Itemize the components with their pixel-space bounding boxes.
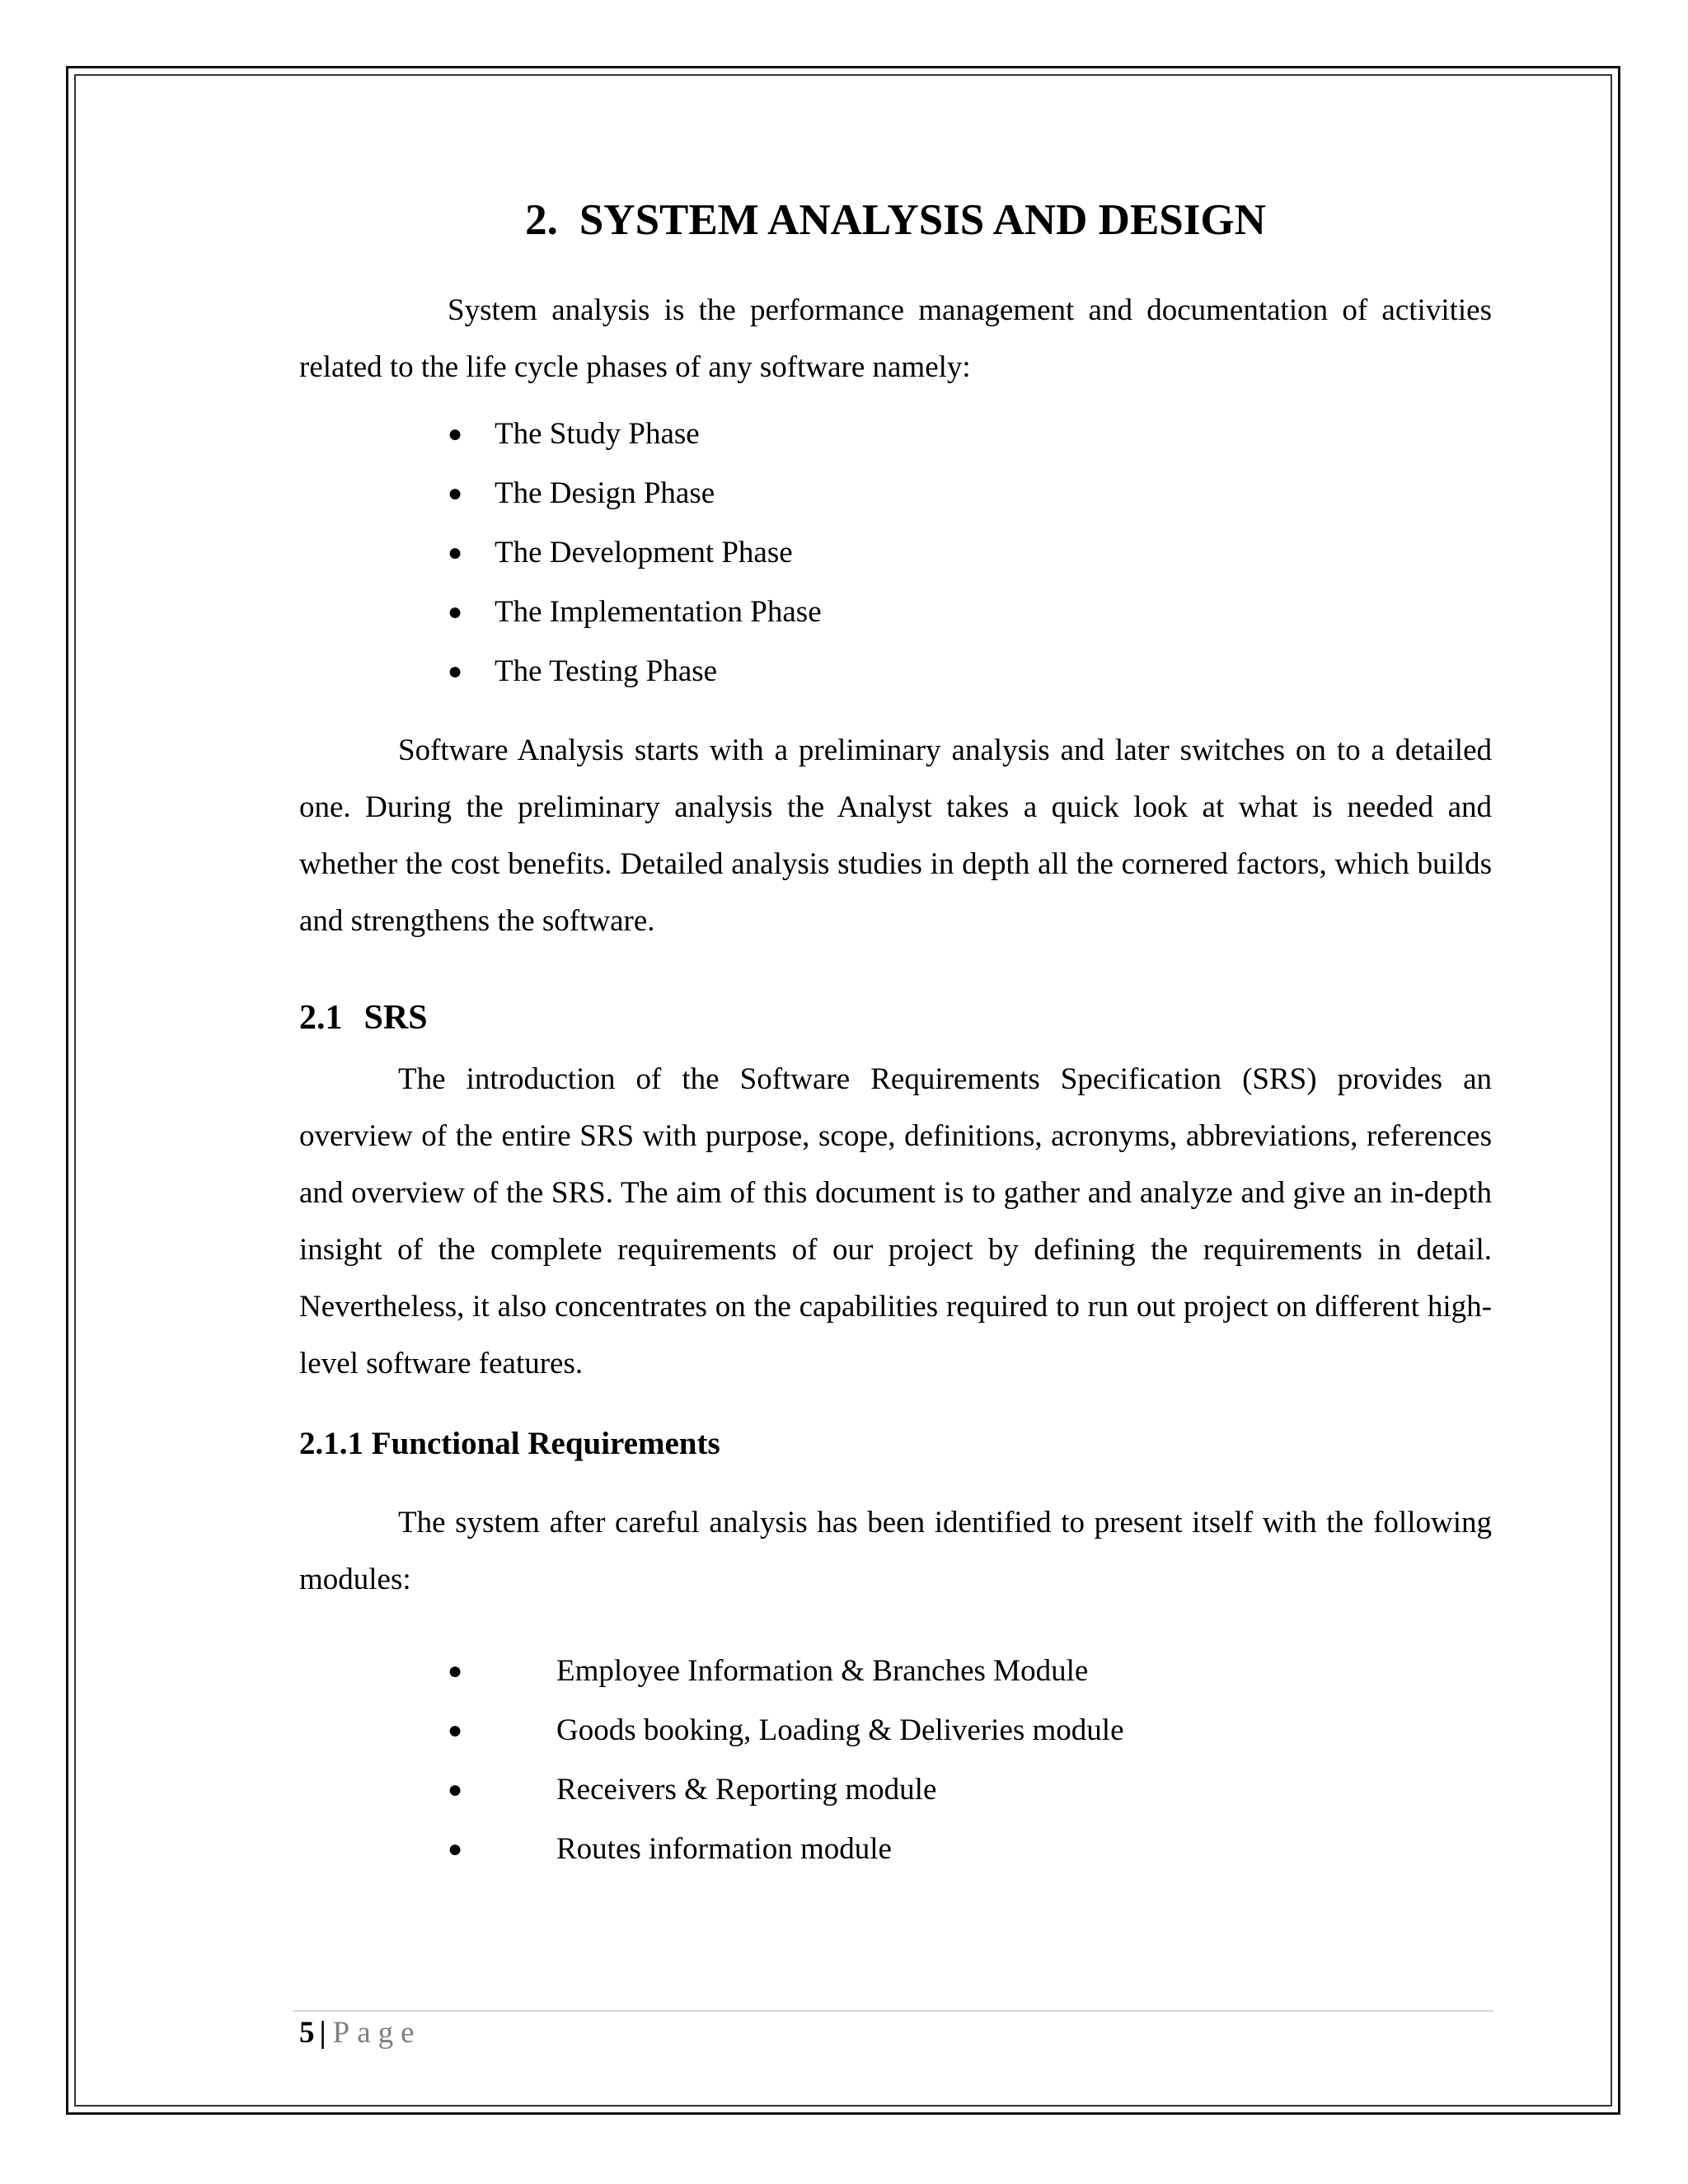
module-list-item: [299, 1701, 1492, 1760]
module-label: Goods booking, Loading & Deliveries module: [556, 1713, 1124, 1747]
bullet-icon: ●: [448, 420, 463, 448]
module-list-item: [299, 1820, 1492, 1879]
bullet-icon: ●: [448, 539, 463, 566]
module-label: Receivers & Reporting module: [556, 1773, 937, 1807]
section-heading-srs: [299, 998, 428, 1038]
subsection-heading-functional: 2.1.1 Functional Requirements: [299, 1426, 720, 1461]
functional-paragraph: The system after careful analysis has been identified to present itself with the following modules:: [299, 1506, 1492, 1596]
phase-list-item: [299, 523, 1492, 583]
chapter-title: [299, 195, 1492, 245]
chapter-title-text: SYSTEM ANALYSIS AND DESIGN: [579, 196, 1266, 244]
page-number: 5: [299, 2016, 315, 2050]
footer-separator: |: [319, 2016, 326, 2050]
phase-list-item: [299, 583, 1492, 642]
module-list-item: [299, 1642, 1492, 1701]
footer-divider: [293, 2010, 1493, 2012]
bullet-icon: ●: [448, 1776, 463, 1803]
page-label: Page: [332, 2016, 422, 2050]
bullet-icon: ●: [448, 598, 463, 626]
phase-list: [299, 405, 1492, 701]
module-list: [299, 1642, 1492, 1879]
phase-list-item: [299, 405, 1492, 464]
section-title: SRS: [363, 999, 428, 1037]
srs-paragraph: The introduction of the Software Requirements Specification (SRS) provides an overview of the entire SRS with purpose, scope, definitions, acronyms, abbreviations, references and overview of the SRS. The aim of this document is to gather and analyze and give an in-depth insight of the complete requirements of our project by defining the requirements in detail. Nevertheless, it also concentrates on the capabilities required to run out project on different high-level software features.: [299, 1062, 1492, 1380]
intro-paragraph: System analysis is the performance management and documentation of activities related to the life cycle phases of any software namely:: [299, 293, 1492, 384]
section-number: 2.1: [299, 999, 343, 1037]
phase-label: The Implementation Phase: [495, 595, 822, 629]
module-label: Employee Information & Branches Module: [556, 1654, 1089, 1688]
phase-list-item: [299, 642, 1492, 701]
phase-label: The Testing Phase: [495, 654, 718, 688]
bullet-icon: ●: [448, 658, 463, 685]
bullet-icon: ●: [448, 480, 463, 507]
phase-list-item: [299, 464, 1492, 523]
module-label: Routes information module: [556, 1832, 892, 1866]
phase-label: The Design Phase: [495, 476, 715, 510]
module-list-item: [299, 1760, 1492, 1820]
chapter-number: 2.: [525, 196, 558, 244]
phase-label: The Development Phase: [495, 536, 793, 569]
bullet-icon: ●: [448, 1717, 463, 1744]
phase-label: The Study Phase: [495, 417, 700, 451]
bullet-icon: ●: [448, 1657, 463, 1685]
analysis-paragraph: Software Analysis starts with a preliminary analysis and later switches on to a detailed one. During the preliminary analysis the Analyst takes a quick look at what is needed and whether the cost benefits. Detailed analysis studies in depth all the cornered factors, which builds and strengthens the software.: [299, 733, 1492, 938]
bullet-icon: ●: [448, 1835, 463, 1863]
page-footer: [299, 2013, 422, 2054]
